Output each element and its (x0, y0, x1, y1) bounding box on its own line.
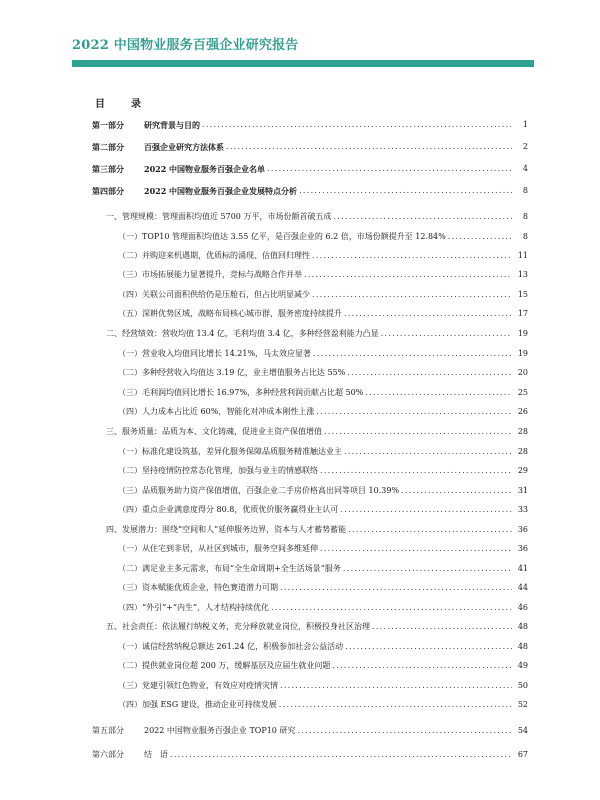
toc-entry[interactable] (92, 444, 528, 458)
toc-entry[interactable] (92, 385, 528, 399)
toc-page-number: 52 (517, 700, 528, 709)
toc-entry-label (92, 185, 297, 197)
toc-entry-title: （一）营业收入均值同比增长 14.21%，马太效应显著 (118, 349, 312, 358)
toc-leader-dots (333, 211, 512, 223)
toc-part-number: 第二部分 (92, 142, 124, 152)
toc-heading: 目 录 (95, 99, 149, 110)
toc-leader-dots (347, 367, 512, 379)
toc-entry[interactable] (92, 639, 528, 653)
toc-entry[interactable] (92, 267, 528, 281)
toc-entry-title: （四）加强 ESG 建设，推动企业可持续发展 (118, 700, 277, 709)
toc-leader-dots (340, 504, 512, 516)
toc-entry-title: （二）多种经营收入均值达 3.19 亿，业主增值服务占比达 55% (118, 368, 346, 377)
toc-leader-dots (279, 699, 512, 711)
toc-entry-title: （三）毛利润均值同比增长 16.97%，多种经营利润贡献占比超 50% (118, 388, 364, 397)
toc-entry[interactable] (92, 747, 528, 761)
toc-entry[interactable] (92, 424, 528, 438)
toc-entry-title: （三）市场拓展能力显著提升，竞标与战略合作并举 (118, 270, 302, 279)
toc-entry-label (118, 602, 269, 614)
header-divider (72, 60, 534, 67)
toc-entry-label (106, 524, 346, 536)
toc-entry-label (92, 749, 168, 761)
toc-leader-dots (267, 163, 512, 175)
toc-entry[interactable] (92, 248, 528, 262)
toc-entry[interactable] (92, 365, 528, 379)
toc-entry-label (118, 269, 302, 281)
toc-entry-title: 2022 中国物业服务百强企业名单 (144, 164, 266, 174)
toc-leader-dots (304, 269, 512, 281)
toc-page-number: 17 (517, 309, 528, 318)
toc-entry-label (106, 621, 370, 633)
toc-entry-label (92, 725, 295, 737)
toc-page-number: 36 (517, 525, 528, 534)
toc-entry-title: 结 语 (144, 750, 168, 759)
toc-leader-dots (320, 465, 512, 477)
toc-entry-title: （二）并购迎来机遇期，优质标的涌现、估值回归理性 (118, 251, 310, 260)
toc-page-number: 29 (517, 466, 528, 475)
toc-entry-title: （一）标准化建设筑基，差异化服务保障品质服务精准触达业主 (118, 447, 342, 456)
toc-page-number: 48 (517, 642, 528, 651)
toc-entry[interactable] (92, 326, 528, 340)
toc-entry-title: 2022 中国物业服务百强企业 TOP10 研究 (144, 726, 296, 735)
toc-entry-title: 研究背景与目的 (144, 120, 200, 130)
toc-entry[interactable] (92, 404, 528, 418)
toc-leader-dots (313, 348, 512, 360)
toc-entry-label (118, 308, 342, 320)
toc-entry-title: （四）人力成本占比近 60%，智能化对冲成本刚性上涨 (118, 407, 315, 416)
toc-entry[interactable] (92, 483, 528, 497)
toc-part-number: 第五部分 (92, 726, 124, 735)
toc-entry-label (106, 211, 331, 223)
toc-leader-dots (226, 141, 512, 153)
toc-entry[interactable] (92, 561, 528, 575)
toc-entry[interactable] (92, 541, 528, 555)
toc-leader-dots (324, 426, 512, 438)
toc-leader-dots (202, 119, 512, 131)
toc-entry-label (118, 563, 341, 575)
toc-page-number: 48 (517, 622, 528, 631)
toc-entry[interactable] (92, 678, 528, 692)
toc-page-number: 26 (517, 407, 528, 416)
toc-entry-label (106, 426, 322, 438)
toc-page-number: 11 (517, 251, 528, 260)
toc-leader-dots (372, 621, 512, 633)
toc-page-number: 41 (517, 564, 528, 573)
toc-page-number: 1 (522, 120, 528, 129)
toc-entry[interactable] (92, 306, 528, 320)
toc-page-number: 19 (517, 349, 528, 358)
toc-leader-dots (312, 250, 512, 262)
toc-entry-label (118, 680, 278, 692)
toc-leader-dots (312, 289, 512, 301)
toc-entry-title: （三）资本赋能优质企业，特色赛道潜力可期 (118, 583, 278, 592)
toc-entry-title: （一）TOP10 管理面积均值达 3.55 亿平，是百强企业的 6.2 倍，市场份额提升至 12.84% (118, 232, 446, 241)
toc-entry[interactable] (92, 619, 528, 633)
toc-entry[interactable] (92, 658, 528, 672)
toc-part-number: 第一部分 (92, 120, 124, 130)
toc-entry[interactable] (92, 229, 528, 243)
toc-entry-title: （一）诚信经营纳税总额达 261.24 亿，积极参加社会公益活动 (118, 642, 344, 651)
toc-entry-title: 一、管理规模：管理面积均值近 5700 万平，市场份额首破五成 (106, 212, 332, 221)
toc-entry[interactable] (92, 346, 528, 360)
toc-leader-dots (448, 231, 512, 243)
toc-entry-title: （二）坚持疫情防控常态化管理，加强与业主的情感联络 (118, 466, 318, 475)
toc-leader-dots (344, 446, 512, 458)
toc-entry-title: 百强企业研究方法体系 (144, 142, 224, 152)
toc-entry[interactable] (92, 502, 528, 516)
toc-entry-title: 四、发展潜力：围绕“空间和人”延伸服务边界，资本与人才蓄势蓄能 (106, 525, 347, 534)
toc-page-number: 20 (517, 368, 528, 377)
toc-leader-dots (401, 485, 512, 497)
toc-entry-title: （二）提供就业岗位超 200 万，缓解基层及应届生就业问题 (118, 661, 331, 670)
toc-page-number: 67 (517, 750, 528, 759)
toc-entry-title: 2022 中国物业服务百强企业发展特点分析 (144, 186, 298, 196)
toc-leader-dots (280, 680, 512, 692)
report-title: 2022 中国物业服务百强企业研究报告 (72, 38, 299, 53)
toc-leader-dots (320, 543, 512, 555)
toc-entry-title: （三）品质服务助力资产保值增值，百强企业二手房价格高出同等项目 10.39% (118, 486, 400, 495)
toc-entry-label (92, 163, 265, 175)
toc-entry[interactable] (92, 600, 528, 614)
toc-entry-label (118, 406, 314, 418)
toc-page-number: 28 (517, 447, 528, 456)
toc-page-number: 46 (517, 603, 528, 612)
toc-entry-label (118, 367, 345, 379)
toc-entry[interactable] (92, 697, 528, 711)
toc-entry-label (118, 289, 310, 301)
toc-entry-title: 三、服务质量：品质为本、文化铸魂，促进业主资产保值增值 (106, 427, 322, 436)
toc-leader-dots (381, 328, 512, 340)
toc-entry-title: （四）重点企业满意度得分 80.8，优质优价服务赢得业主认可 (118, 505, 339, 514)
toc-leader-dots (365, 387, 512, 399)
toc-entry-label (118, 348, 311, 360)
toc-page-number: 54 (517, 726, 528, 735)
toc-entry[interactable] (92, 287, 528, 301)
toc-leader-dots (332, 660, 512, 672)
toc-entry-label (118, 250, 310, 262)
toc-page-number: 8 (522, 186, 528, 195)
toc-page-number: 15 (517, 290, 528, 299)
toc-page-number: 50 (517, 681, 528, 690)
toc-leader-dots (170, 749, 512, 761)
toc-entry[interactable] (92, 117, 528, 131)
toc-page-number: 31 (517, 486, 528, 495)
toc-page-number: 8 (522, 212, 528, 221)
toc-leader-dots (345, 641, 512, 653)
toc-entry-title: 二、经营绩效：营收均值 13.4 亿，毛利均值 3.4 亿，多种经营盈利能力凸显 (106, 329, 379, 338)
toc-entry-label (118, 543, 318, 555)
toc-part-number: 第四部分 (92, 186, 124, 196)
toc-entry[interactable] (92, 723, 528, 737)
toc-entry[interactable] (92, 463, 528, 477)
toc-entry[interactable] (92, 139, 528, 153)
toc-entry-title: （一）从住宅到非居，从社区到城市，服务空间多维延伸 (118, 544, 318, 553)
toc-leader-dots (271, 602, 512, 614)
toc-entry[interactable] (92, 209, 528, 223)
toc-entry[interactable] (92, 522, 528, 536)
toc-entry-label (118, 660, 330, 672)
toc-entry-title: （三）党建引领红色物业，有效应对疫情灾情 (118, 681, 278, 690)
toc-entry-label (92, 119, 200, 131)
toc-entry-label (118, 231, 446, 243)
toc-entry-label (106, 328, 379, 340)
toc-leader-dots (297, 725, 512, 737)
toc-page-number: 44 (517, 583, 528, 592)
toc-leader-dots (348, 524, 512, 536)
toc-part-number: 第六部分 (92, 750, 124, 759)
toc-entry-label (118, 465, 318, 477)
toc-entry-label (118, 641, 343, 653)
toc-entry-label (118, 485, 399, 497)
toc-leader-dots (299, 185, 512, 197)
toc-entry-title: 五、社会责任：依法履行纳税义务，充分释放就业岗位，积极投身社区治理 (106, 622, 370, 631)
toc-page-number: 36 (517, 544, 528, 553)
toc-page-number: 2 (522, 142, 528, 151)
toc-page-number: 25 (517, 388, 528, 397)
toc-entry-label (118, 446, 342, 458)
toc-entry-label (92, 141, 224, 153)
toc-entry-label (118, 387, 363, 399)
toc-leader-dots (343, 563, 512, 575)
toc-entry-label (118, 582, 278, 594)
toc-entry-label (118, 504, 338, 516)
toc-entry[interactable] (92, 580, 528, 594)
toc-page-number: 13 (517, 270, 528, 279)
toc-entry[interactable] (92, 183, 528, 197)
toc-page-number: 49 (517, 661, 528, 670)
toc-entry-label (118, 699, 277, 711)
toc-page-number: 28 (517, 427, 528, 436)
toc-entry-title: （四）“外引”+“内生”，人才结构持续优化 (118, 603, 270, 612)
toc-entry-title: （四）关联公司面积供给仍是压舱石，但占比明显减少 (118, 290, 310, 299)
toc-leader-dots (280, 582, 512, 594)
toc-entry-title: （二）满足业主多元需求，布局“全生命周期+全生活场景”服务 (118, 564, 341, 573)
toc-page-number: 33 (517, 505, 528, 514)
toc-entry-title: （五）深耕优势区域，战略布局核心城市群，服务密度持续提升 (118, 309, 342, 318)
toc-page-number: 19 (517, 329, 528, 338)
toc-leader-dots (344, 308, 512, 320)
toc-entry[interactable] (92, 161, 528, 175)
toc-leader-dots (316, 406, 512, 418)
toc-part-number: 第三部分 (92, 164, 124, 174)
toc-page-number: 4 (522, 164, 528, 173)
toc-page-number: 8 (522, 232, 528, 241)
